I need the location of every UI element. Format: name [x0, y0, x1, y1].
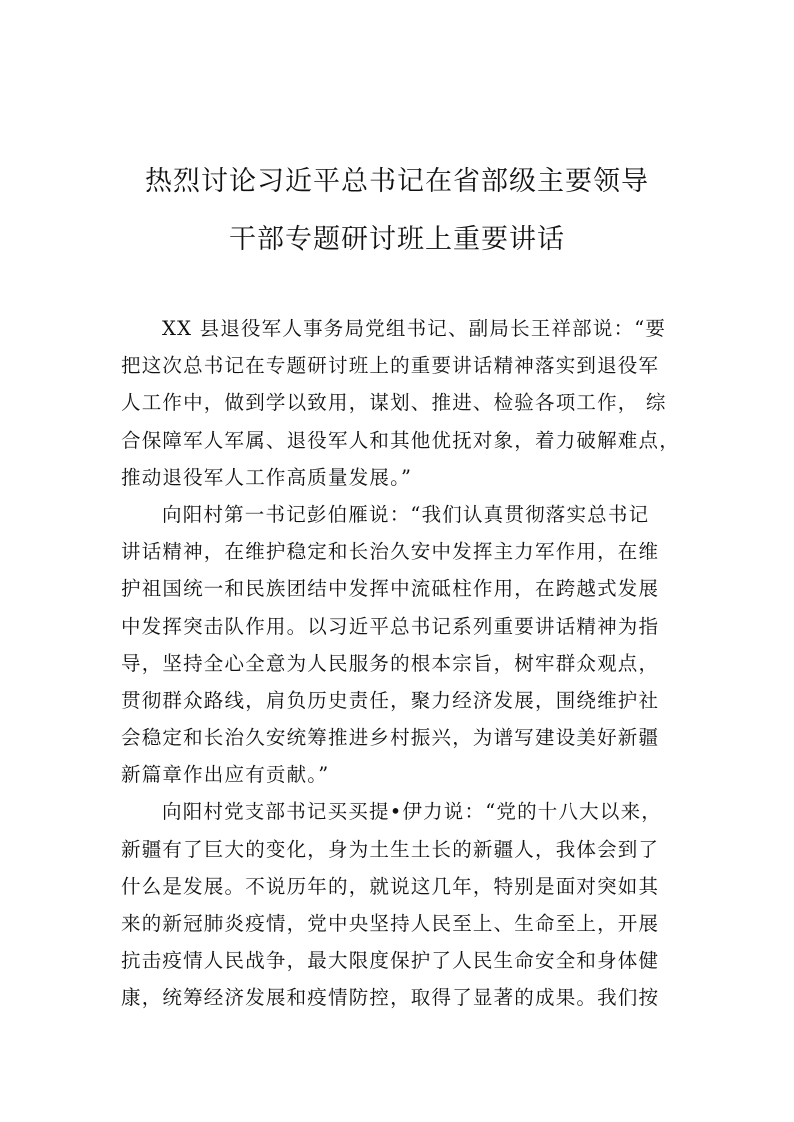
paragraph-3-line-1: 向阳村党支部书记买买提•伊力说：“党的十八大以来，	[162, 800, 662, 824]
paragraph-2-line-2: 讲话精神，在维护稳定和长治久安中发挥主力军作用，在维	[121, 540, 660, 564]
paragraph-2-line-1: 向阳村第一书记彭伯雁说：“我们认真贯彻落实总书记	[162, 502, 650, 526]
document-body	[121, 310, 681, 1017]
paragraph-3-line-2: 新疆有了巨大的变化，身为土生土长的新疆人，我体会到了	[121, 837, 660, 861]
paragraph-1-line-3: 人工作中，做到学以致用，谋划、推进、检验各项工作， 综	[121, 391, 667, 415]
paragraph-3-line-3: 什么是发展。不说历年的，就说这几年，特别是面对突如其	[121, 874, 660, 898]
paragraph-1-line-1: XX 县退役军人事务局党组书记、副局长王祥部说：“要	[162, 317, 667, 340]
paragraph-1-line-4: 合保障军人军属、退役军人和其他优抚对象，着力破解难点，	[121, 428, 680, 452]
document-title-line-2: 干部专题研讨班上重要讲话	[229, 224, 565, 255]
paragraph-2-line-5: 导，坚持全心全意为人民服务的根本宗旨，树牢群众观点，	[121, 651, 660, 675]
paragraph-2-line-4: 中发挥突击队作用。以习近平总书记系列重要讲话精神为指	[121, 614, 660, 638]
paragraph-2-line-7: 会稳定和长治久安统筹推进乡村振兴，为谱写建设美好新疆	[121, 726, 660, 750]
paragraph-2-line-6: 贯彻群众路线，肩负历史责任，聚力经济发展，围绕维护社	[121, 688, 660, 712]
paragraph-3-line-6: 康，统筹经济发展和疫情防控，取得了显著的成果。我们按	[121, 986, 660, 1010]
paragraph-1-line-5: 推动退役军人工作高质量发展。”	[121, 465, 413, 489]
document-title-line-1: 热烈讨论习近平总书记在省部级主要领导	[145, 166, 649, 197]
paragraph-1-line-2: 把这次总书记在专题研讨班上的重要讲话精神落实到退役军	[121, 354, 660, 378]
paragraph-3-line-4: 来的新冠肺炎疫情，党中央坚持人民至上、生命至上，开展	[121, 912, 660, 935]
paragraph-2-line-3: 护祖国统一和民族团结中发挥中流砥柱作用，在跨越式发展	[121, 577, 660, 601]
paragraph-3-line-5: 抗击疫情人民战争，最大限度保护了人民生命安全和身体健	[121, 949, 660, 973]
paragraph-2-line-8: 新篇章作出应有贡献。”	[121, 763, 330, 787]
